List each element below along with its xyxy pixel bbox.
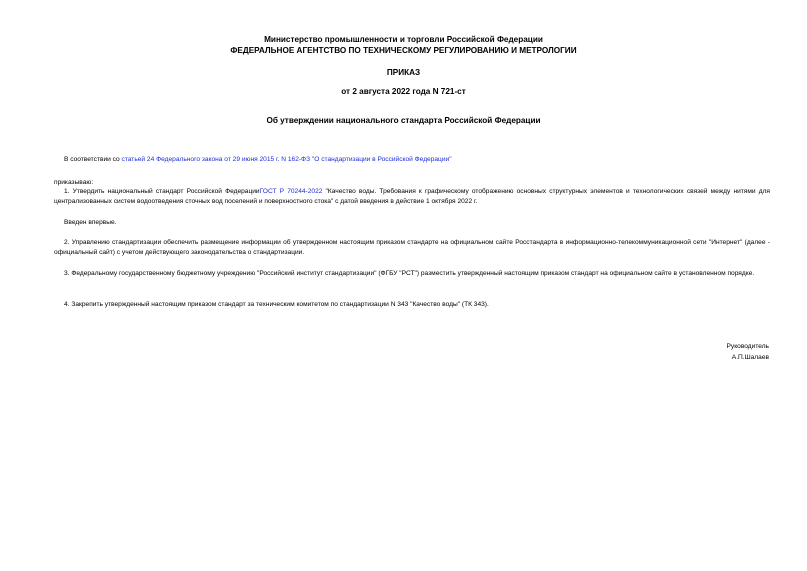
document-type: ПРИКАЗ <box>386 68 421 77</box>
document-date-number: от 2 августа 2022 года N 721-ст <box>341 87 466 96</box>
federal-law-article-link[interactable]: статьей 24 Федерального закона от 29 июня 2015 г. N 162-ФЗ <box>121 156 311 163</box>
document-subject: Об утверждении национального стандарта Российской Федерации <box>266 116 541 125</box>
agency-name: ФЕДЕРАЛЬНОЕ АГЕНТСТВО ПО ТЕХНИЧЕСКОМУ РЕГУЛИРОВАНИЮ И МЕТРОЛОГИИ <box>230 46 577 55</box>
item-1-prefix: 1. Утвердить национальный стандарт Российской Федерации <box>64 188 260 195</box>
item-1-suffix: "Качество воды. Требования к графическому отображению основных структурных элементов и технологических связей между нитями для централизованных систем водоотведения сточных вод поселений и поверхностного стока" с датой введения в действие 1 октября 2022 г. <box>54 188 770 205</box>
item-2-paragraph: 2. Управлению стандартизации обеспечить размещение информации об утвержденном настоящим приказом стандарте на официальном сайте Росстандарта в информационно-телекоммуникационной сети "Интернет" (далее - официальный сайт) с учетом действующего законодательства о стандартизации. <box>54 239 770 256</box>
introduced-note: Введен впервые. <box>64 219 117 226</box>
item-3-paragraph: 3. Федеральному государственному бюджетному учреждению "Российский институт стандартизации" (ФГБУ "РСТ") разместить утвержденный настоящим приказом стандарт на официальном сайте в установленном порядке. <box>64 270 755 277</box>
order-word: приказываю: <box>54 179 94 186</box>
preamble-prefix: В соответствии со <box>64 156 122 163</box>
signature-title: Руководитель <box>726 343 769 350</box>
signature-name: А.П.Шалаев <box>731 354 769 361</box>
standardization-law-link[interactable]: "О стандартизации в Российской Федерации" <box>311 156 452 163</box>
item-1-paragraph <box>54 187 770 207</box>
gost-standard-link[interactable]: ГОСТ Р 70244-2022 <box>259 188 323 195</box>
ministry-name: Министерство промышленности и торговли Российской Федерации <box>264 35 543 44</box>
preamble-paragraph <box>54 155 770 165</box>
item-4-paragraph: 4. Закрепить утвержденный настоящим приказом стандарт за техническим комитетом по стандартизации N 343 "Качество воды" (ТК 343). <box>64 301 489 308</box>
